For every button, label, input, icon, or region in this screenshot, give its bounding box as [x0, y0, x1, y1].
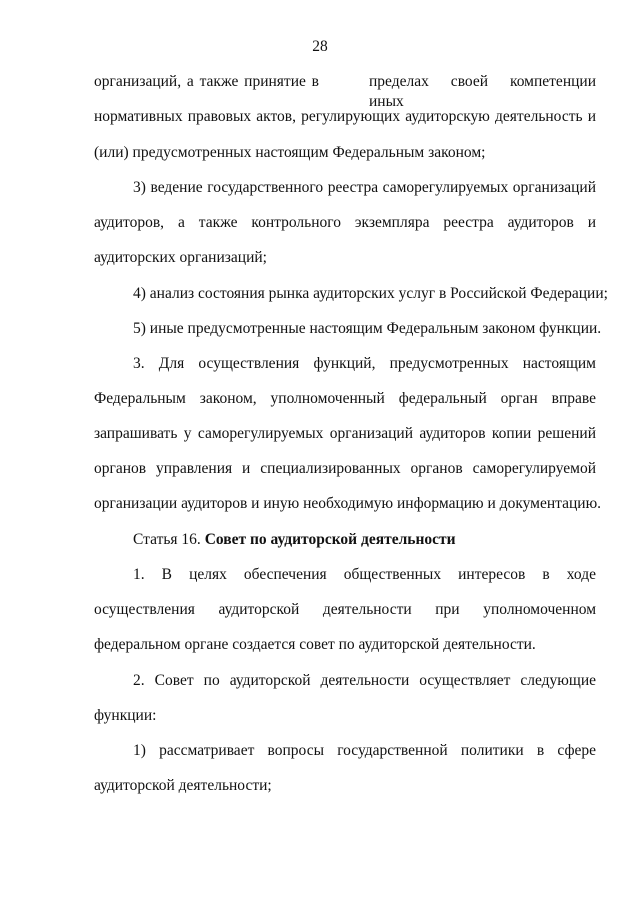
text-line: аудиторских организаций; [94, 249, 267, 266]
text-line: организации аудиторов и иную необходимую информацию и документацию. [94, 495, 602, 512]
article-heading [133, 530, 456, 550]
text-line: органов управления и специализированных органов саморегулируемой [94, 460, 596, 477]
text-line: организаций, а также принятие в [94, 73, 319, 90]
text-line: 5) иные предусмотренные настоящим Федеральным законом функции. [133, 320, 602, 337]
text-line: федеральном органе создается совет по аудиторской деятельности. [94, 636, 536, 653]
page-number: 28 [312, 38, 328, 55]
text-line: (или) предусмотренных настоящим Федеральным законом; [94, 144, 486, 161]
article-title: Совет по аудиторской деятельности [204, 531, 456, 548]
text-line: аудиторов, а также контрольного экземпляра реестра аудиторов и [94, 214, 596, 231]
text-line: пределах своей компетенции иных [369, 73, 596, 110]
text-line: 3) ведение государственного реестра саморегулируемых организаций [133, 179, 596, 196]
text-line: осуществления аудиторской деятельности при уполномоченном [94, 601, 596, 618]
text-line: 1. В целях обеспечения общественных интересов в ходе [133, 566, 596, 583]
text-line: 3. Для осуществления функций, предусмотренных настоящим [133, 355, 596, 372]
text-line: 4) анализ состояния рынка аудиторских услуг в Российской Федерации; [133, 285, 608, 302]
article-number: Статья 16. [133, 531, 201, 548]
text-line: 2. Совет по аудиторской деятельности осуществляет следующие [133, 672, 596, 689]
text-line: 1) рассматривает вопросы государственной политики в сфере [133, 742, 596, 759]
text-line: Федеральным законом, уполномоченный федеральный орган вправе [94, 390, 596, 407]
text-line: функции: [94, 707, 157, 724]
text-line: аудиторской деятельности; [94, 777, 272, 794]
text-line: запрашивать у саморегулируемых организаций аудиторов копии решений [94, 425, 596, 442]
text-line: нормативных правовых актов, регулирующих аудиторскую деятельность и [94, 108, 596, 125]
